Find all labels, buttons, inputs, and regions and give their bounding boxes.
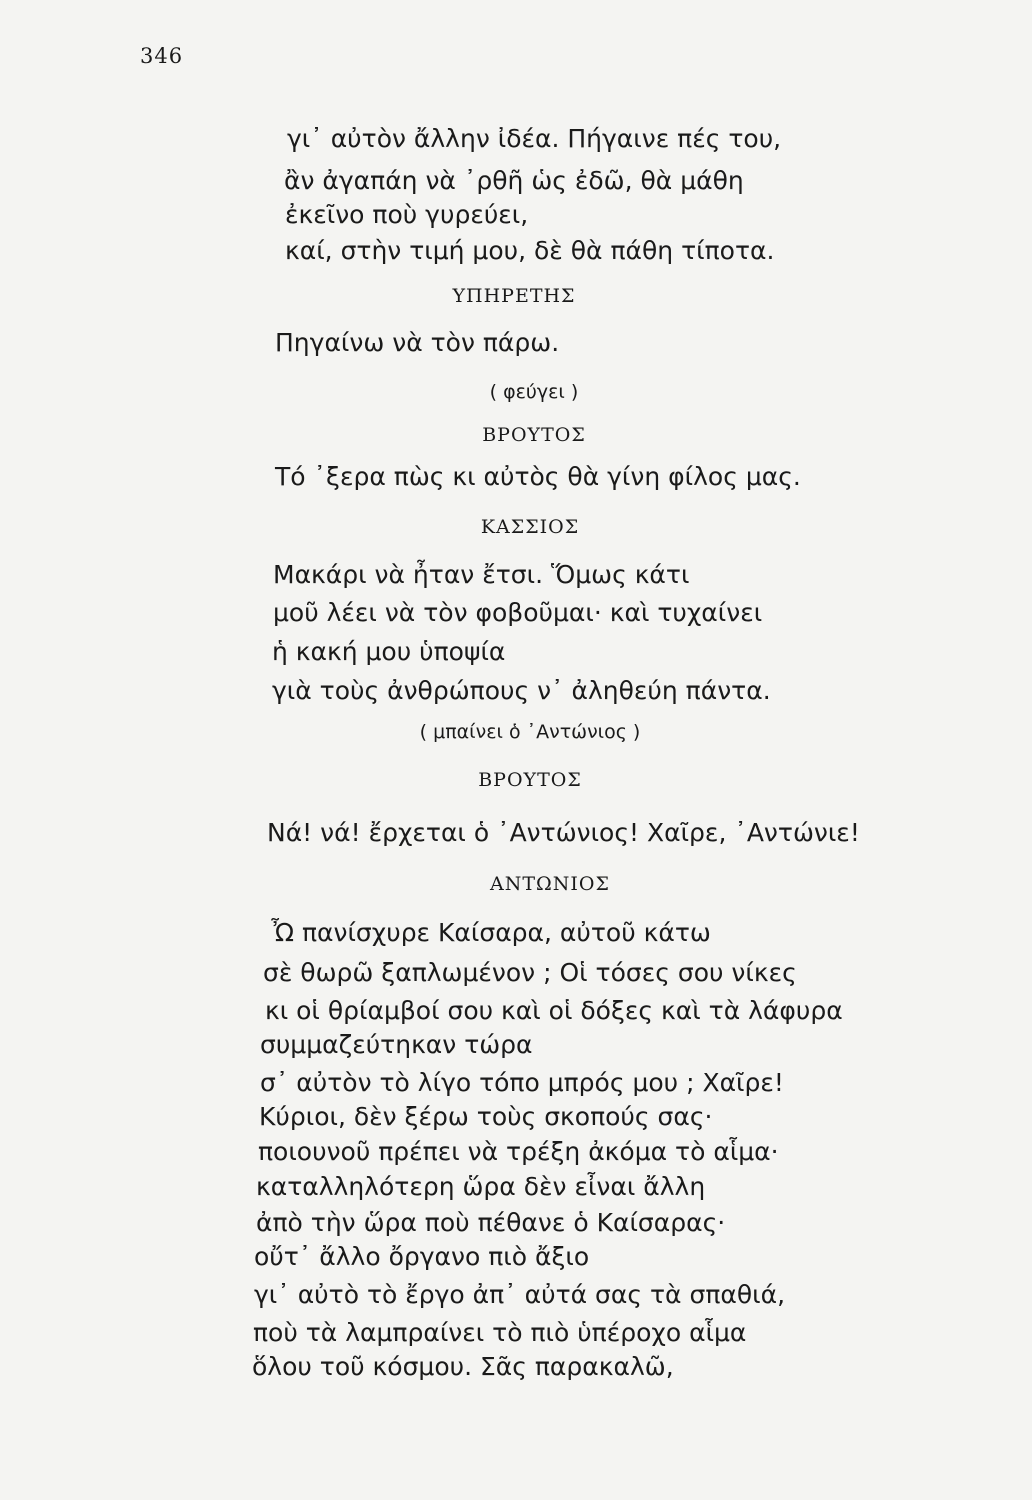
verse-line: ποιουνοῦ πρέπει νὰ τρέξη ἀκόμα τὸ αἷμα·	[258, 1137, 779, 1166]
verse-line: καταλληλότερη ὥρα δὲν εἶναι ἄλλη	[256, 1172, 706, 1201]
verse-line: μοῦ λέει νὰ τὸν φοβοῦμαι· καὶ τυχαίνει	[273, 598, 763, 627]
verse-line: ἀπὸ τὴν ὥρα ποὺ πέθανε ὁ Καίσαρας·	[256, 1208, 726, 1237]
speaker-heading: ΥΠΗΡΕΤΗΣ	[452, 285, 576, 307]
verse-line: συμμαζεύτηκαν τώρα	[260, 1030, 533, 1059]
speaker-heading: ΒΡΟΥΤΟΣ	[478, 769, 582, 791]
verse-line: Μακάρι νὰ ἦταν ἔτσι. Ὅμως κάτι	[273, 560, 690, 589]
verse-line: γιὰ τοὺς ἀνθρώπους ν᾿ ἀληθεύη πάντα.	[272, 676, 771, 705]
verse-line: ὅλου τοῦ κόσμου. Σᾶς παρακαλῶ,	[252, 1352, 674, 1381]
verse-line: ποὺ τὰ λαμπραίνει τὸ πιὸ ὑπέροχο αἷμα	[253, 1318, 747, 1347]
page-number: 346	[140, 44, 184, 68]
verse-line: γι᾿ αὐτὸν ἄλλην ἰδέα. Πήγαινε πές του,	[287, 124, 782, 153]
verse-line: κι οἱ θρίαμβοί σου καὶ οἱ δόξες καὶ τὰ λάφυρα	[265, 996, 843, 1025]
speaker-heading: ΑΝΤΩΝΙΟΣ	[490, 873, 610, 895]
stage-direction: ( φεύγει )	[489, 381, 579, 403]
verse-line: Ὦ πανίσχυρε Καίσαρα, αὐτοῦ κάτω	[271, 918, 711, 947]
verse-line: σὲ θωρῶ ξαπλωμένον ; Οἱ τόσες σου νίκες	[263, 958, 797, 987]
verse-line: γι᾿ αὐτὸ τὸ ἔργο ἀπ᾿ αὐτά σας τὰ σπαθιά,	[254, 1280, 786, 1309]
verse-line: ἂν ἀγαπάη νὰ ᾿ρθῆ ὡς ἐδῶ, θὰ μάθη	[284, 166, 744, 195]
verse-line: Τό ᾿ξερα πὼς κι αὐτὸς θὰ γίνη φίλος μας.	[275, 462, 801, 491]
stage-direction: ( μπαίνει ὁ ᾿Αντώνιος )	[419, 721, 641, 743]
speaker-heading: ΚΑΣΣΙΟΣ	[480, 516, 580, 538]
verse-line: Νά! νά! ἔρχεται ὁ ᾿Αντώνιος! Χαῖρε, ᾿Αντώνιε!	[267, 818, 860, 847]
verse-line: ἐκεῖνο ποὺ γυρεύει,	[285, 200, 529, 229]
verse-line: Κύριοι, δὲν ξέρω τοὺς σκοπούς σας·	[259, 1102, 713, 1131]
verse-line: καί, στὴν τιμή μου, δὲ θὰ πάθη τίποτα.	[285, 236, 775, 265]
verse-line: οὔτ᾿ ἄλλο ὄργανο πιὸ ἄξιο	[254, 1242, 590, 1271]
verse-line: σ᾿ αὐτὸν τὸ λίγο τόπο μπρός μου ; Χαῖρε!	[260, 1068, 784, 1097]
verse-line: ἡ κακή μου ὑποψία	[272, 637, 506, 666]
verse-line: Πηγαίνω νὰ τὸν πάρω.	[275, 328, 560, 357]
speaker-heading: ΒΡΟΥΤΟΣ	[482, 424, 586, 446]
